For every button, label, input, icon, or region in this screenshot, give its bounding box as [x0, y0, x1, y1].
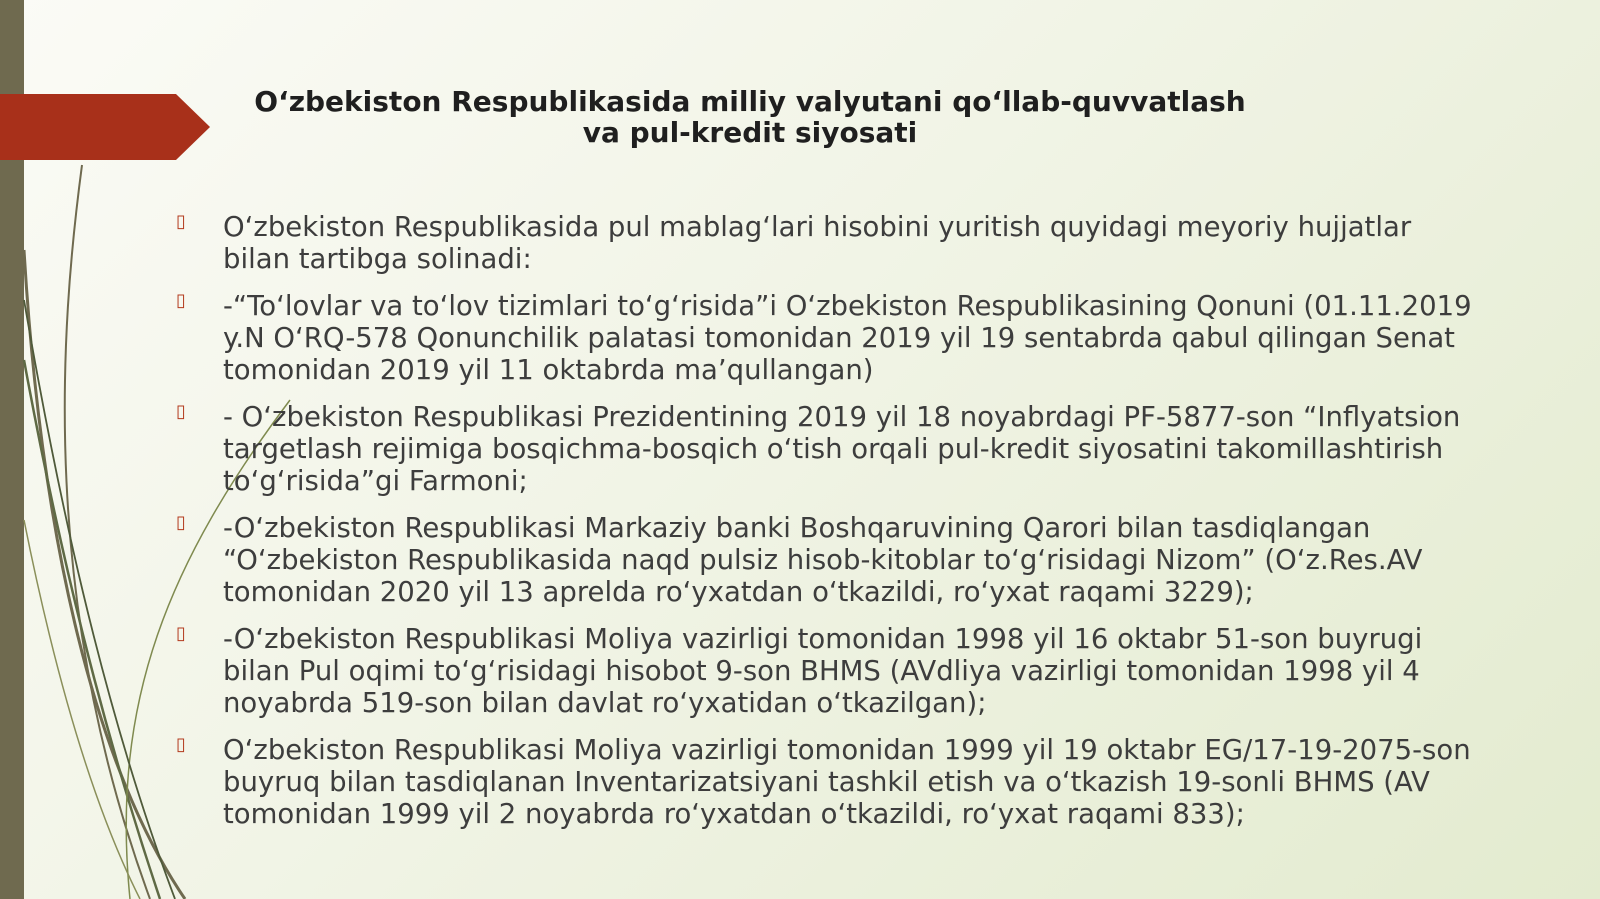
bullet-icon: ▯: [176, 401, 186, 422]
bullet-icon: ▯: [176, 734, 186, 755]
bullet-text: O‘zbekiston Respublikasi Moliya vazirligi tomonidan 1999 yil 19 oktabr EG/17-19-2075-son buyruq bilan tasdiqlanan Inventarizatsiyani tashkil etish va o‘tkazish 19-sonli BHMS (AV tomonidan 1999 yil 2 noyabrda ro‘yxatdan o‘tkazildi, ro‘yxat raqami 833);: [223, 734, 1471, 830]
slide-title: [240, 86, 1260, 148]
bullet-text: -“To‘lovlar va to‘lov tizimlari to‘g‘risida”i O‘zbekiston Respublikasining Qonuni (01.11.2019 y.N O‘RQ-578 Qonunchilik palatasi tomonidan 2019 yil 19 sentabrda qabul qilingan Senat tomonidan 2019 yil 11 oktabrda ma’qullangan): [223, 290, 1472, 386]
bullet-item: [176, 211, 1486, 275]
slide-title-line-1: O‘zbekiston Respublikasida milliy valyutani qo‘llab-quvvatlash: [254, 85, 1246, 118]
bullet-item: [176, 401, 1486, 497]
bullet-text: - O‘zbekiston Respublikasi Prezidentining 2019 yil 18 noyabrdagi PF-5877-son “Inflyatsion targetlash rejimiga bosqichma-bosqich o‘tish orqali pul-kredit siyosatini takomillashtirish to‘g‘risida”gi Farmoni;: [223, 401, 1461, 497]
bullet-icon: ▯: [176, 512, 186, 533]
bullet-text: O‘zbekiston Respublikasida pul mablag‘lari hisobini yuritish quyidagi meyoriy hujjatlar bilan tartibga solinadi:: [223, 211, 1412, 275]
bullet-icon: ▯: [176, 211, 186, 232]
bullet-icon: ▯: [176, 290, 186, 311]
bullet-item: [176, 623, 1486, 719]
bullet-item: [176, 290, 1486, 386]
bullet-list: [176, 211, 1486, 845]
title-arrow-shape: [0, 94, 210, 160]
bullet-icon: ▯: [176, 623, 186, 644]
bullet-text: -O‘zbekiston Respublikasi Moliya vazirligi tomonidan 1998 yil 16 oktabr 51-son buyrugi bilan Pul oqimi to‘g‘risidagi hisobot 9-son BHMS (AVdliya vazirligi tomonidan 1998 yil 4 noyabrda 519-son bilan davlat ro‘yxatidan o‘tkazilgan);: [223, 623, 1423, 719]
slide-title-line-2: va pul-kredit siyosati: [582, 116, 918, 149]
bullet-item: [176, 512, 1486, 608]
bullet-text: -O‘zbekiston Respublikasi Markaziy banki Boshqaruvining Qarori bilan tasdiqlangan “O‘zbekiston Respublikasida naqd pulsiz hisob-kitoblar to‘g‘risidagi Nizom” (O‘z.Res.AV tomonidan 2020 yil 13 aprelda ro‘yxatdan o‘tkazildi, ro‘yxat raqami 3229);: [223, 512, 1423, 608]
bullet-item: [176, 734, 1486, 830]
